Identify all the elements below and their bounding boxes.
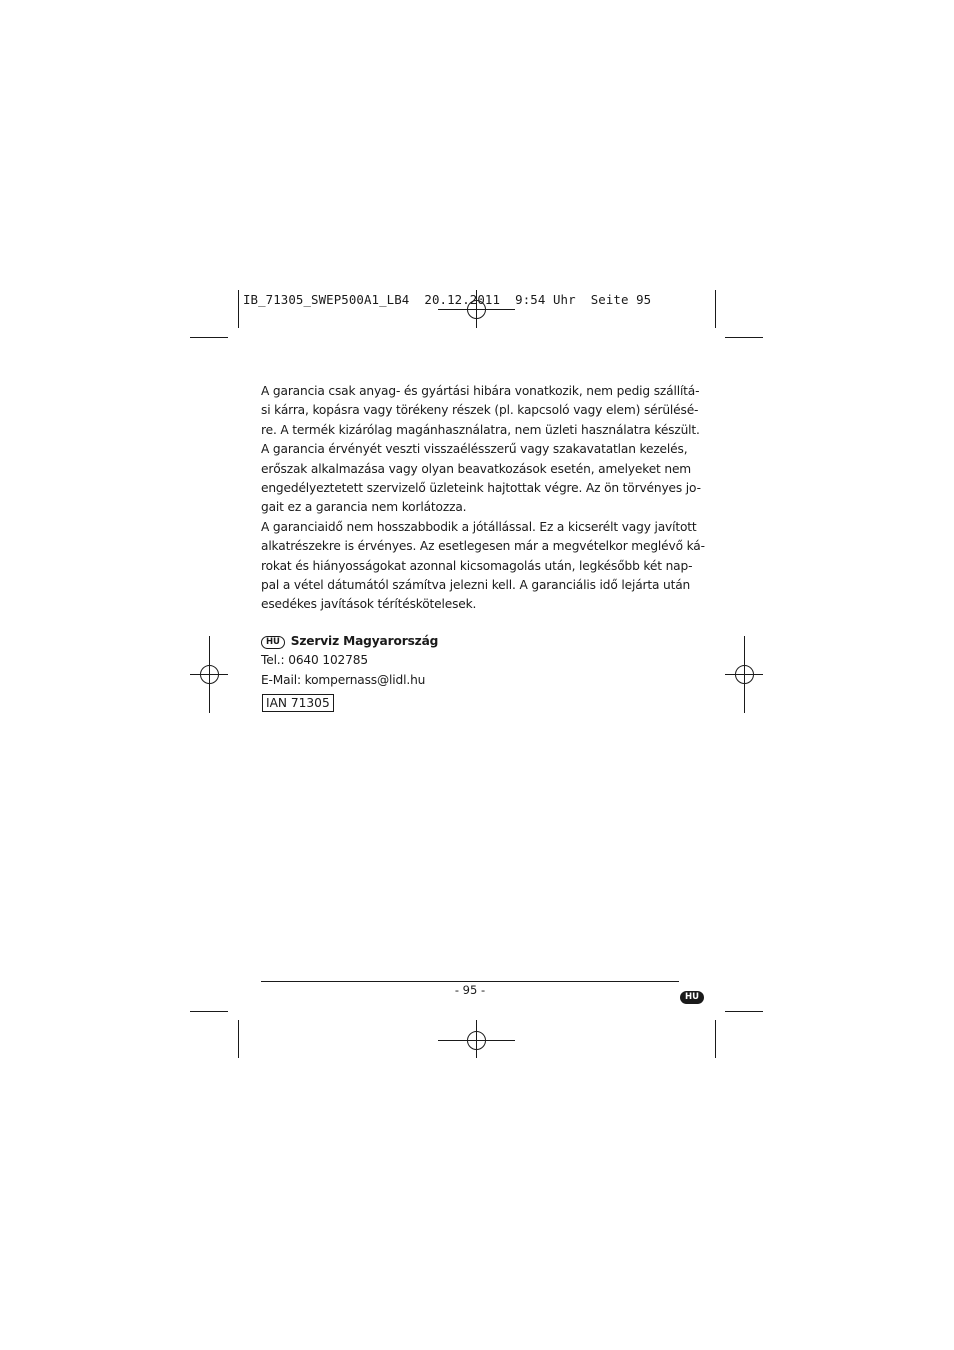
- text-line: A garancia csak anyag- és gyártási hibára vonatkozik, nem pedig szállítá-: [261, 384, 700, 398]
- crop-mark-bottom-left-horizontal: [190, 1011, 228, 1012]
- text-line: pal a vétel dátumától számítva jelezni kell. A garanciális idő lejárta után: [261, 578, 691, 593]
- text-line: engedélyeztetett szervizelő üzleteink hajtottak végre. Az ön törvényes jo-: [261, 481, 701, 496]
- service-email: E-Mail: kompernass@lidl.hu: [261, 672, 426, 687]
- text-line: alkatrészekre is érvényes. Az esetlegesen már a megvételkor meglévő ká-: [261, 539, 705, 554]
- text-line: gait ez a garancia nem korlátozza.: [261, 500, 467, 515]
- crop-mark-top-left-vertical: [238, 290, 239, 328]
- footer-badge-label: HU: [680, 991, 704, 1004]
- crop-mark-bottom-right-horizontal: [725, 1011, 763, 1012]
- service-contact: [261, 632, 438, 690]
- crop-mark-bottom-left-vertical: [238, 1020, 239, 1058]
- ian-number: IAN 71305: [262, 694, 334, 712]
- footer-rule: [261, 981, 679, 982]
- page-number: - 95 -: [454, 983, 486, 997]
- text-line: esedékes javítások térítéskötelesek.: [261, 597, 477, 612]
- text-line: re. A termék kizárólag magánhasználatra, nem üzleti használatra készült.: [261, 422, 700, 437]
- crop-mark-top-right-vertical: [715, 290, 716, 328]
- service-phone: Tel.: 0640 102785: [261, 653, 368, 668]
- warranty-text: [261, 382, 705, 615]
- footer-country-badge: [680, 985, 710, 1004]
- text-line: A garancia érvényét veszti visszaélésszerű vagy szakavatatlan kezelés,: [261, 442, 688, 457]
- text-line: si kárra, kopásra vagy törékeny részek (pl. kapcsoló vagy elem) sérülésé-: [261, 403, 699, 418]
- service-title-row: [261, 632, 438, 651]
- text-line: A garanciaidő nem hosszabbodik a jótállással. Ez a kicserélt vagy javított: [261, 519, 697, 534]
- country-badge: HU: [261, 636, 285, 649]
- crop-mark-top-left-horizontal: [190, 337, 228, 338]
- crop-mark-top-right-horizontal: [725, 337, 763, 338]
- service-title: Szerviz Magyarország: [290, 634, 439, 648]
- crop-mark-bottom-right-vertical: [715, 1020, 716, 1058]
- print-slug: IB_71305_SWEP500A1_LB4 20.12.2011 9:54 Uhr Seite 95: [243, 292, 652, 307]
- text-line: rokat és hiányosságokat azonnal kicsomagolás után, legkésőbb két nap-: [261, 558, 693, 573]
- text-line: erőszak alkalmazása vagy olyan beavatkozások esetén, amelyeket nem: [261, 461, 692, 476]
